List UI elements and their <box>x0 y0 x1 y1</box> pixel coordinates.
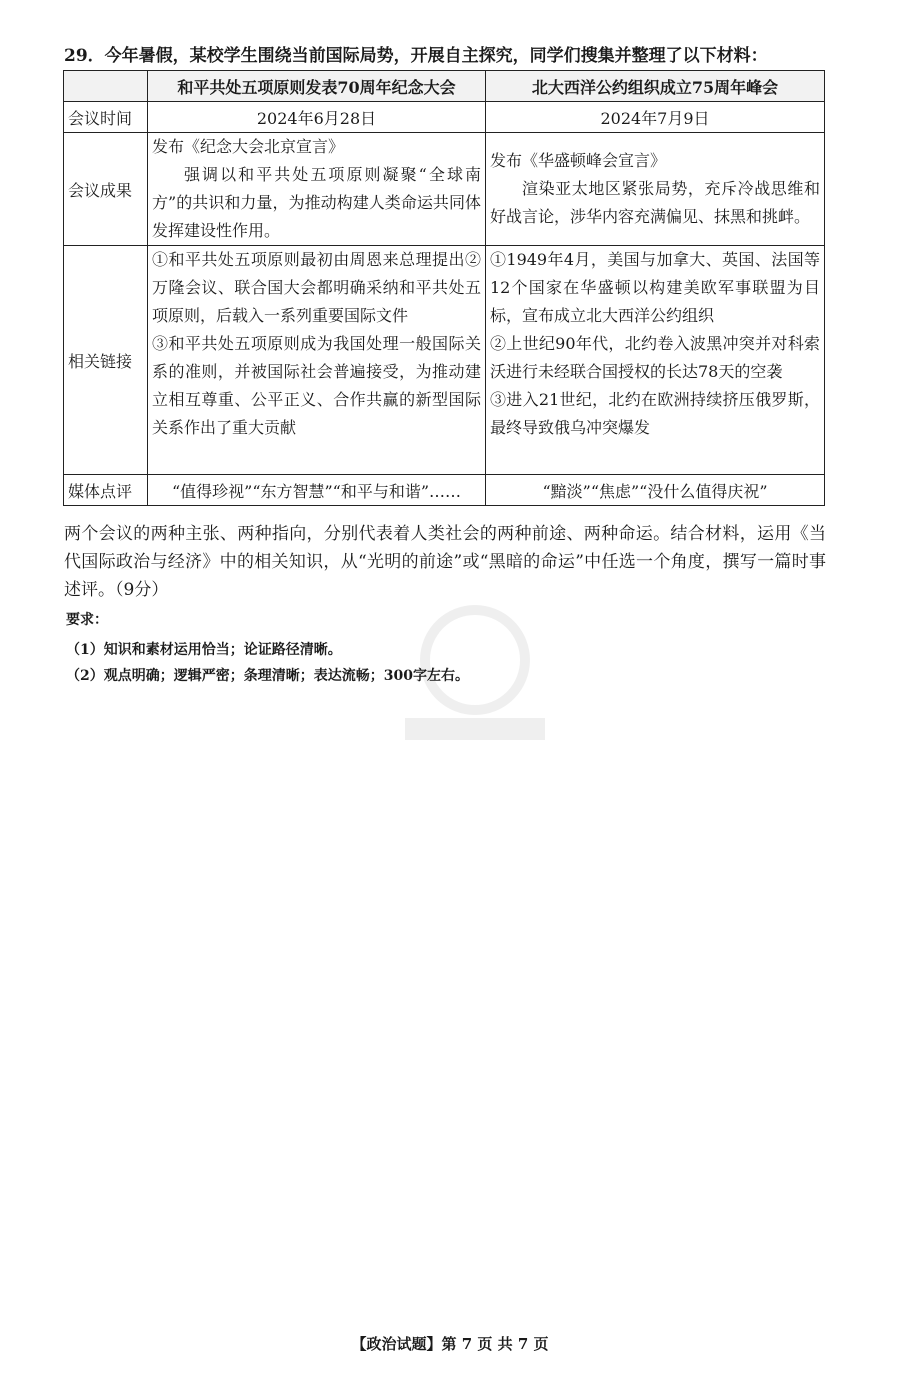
requirement-item: （2）观点明确；逻辑严密；条理清晰；表达流畅；300字左右。 <box>66 668 469 684</box>
requirement-item: （1）知识和素材运用恰当；论证路径清晰。 <box>66 642 342 658</box>
links-right-item: ①1949年4月，美国与加拿大、英国、法国等12个国家在华盛顿以构建美欧军事联盟为目标，宣布成立北大西洋公约组织 <box>490 250 820 325</box>
question-prompt: 两个会议的两种主张、两种指向，分别代表着人类社会的两种前途、两种命运。结合材料，运用《当代国际政治与经济》中的相关知识，从“光明的前途”或“黑暗的命运”中任选一个角度，撰写一篇时事述评。（9分） <box>64 524 826 600</box>
row-label-result: 会议成果 <box>64 133 148 246</box>
row-label-links: 相关链接 <box>64 246 148 475</box>
table-row-media <box>64 475 825 506</box>
table-header-row <box>64 71 825 102</box>
time-right: 2024年7月9日 <box>486 102 825 133</box>
table-row-links <box>64 246 825 475</box>
table-row-time <box>64 102 825 133</box>
header-nato-summit: 北大西洋公约组织成立75周年峰会 <box>486 71 825 102</box>
material-table <box>63 70 825 506</box>
links-right-item: ③进入21世纪，北约在欧洲持续挤压俄罗斯，最终导致俄乌冲突爆发 <box>490 390 820 437</box>
media-left: “值得珍视”“东方智慧”“和平与和谐”…… <box>148 475 486 506</box>
row-label-media: 媒体点评 <box>64 475 148 506</box>
links-left-cell <box>148 246 486 475</box>
links-right-cell <box>486 246 825 475</box>
row-label-time: 会议时间 <box>64 102 148 133</box>
links-left-item: ③和平共处五项原则成为我国处理一般国际关系的准则，并被国际社会普遍接受，为推动建立相互尊重、公平正义、合作共赢的新型国际关系作出了重大贡献 <box>152 334 481 437</box>
result-right-cell <box>486 133 825 246</box>
watermark-logo-icon <box>395 600 555 750</box>
result-left-body: 强调以和平共处五项原则凝聚“全球南方”的共识和力量，为推动构建人类命运共同体发挥建设性作用。 <box>152 165 481 240</box>
header-five-principles: 和平共处五项原则发表70周年纪念大会 <box>148 71 486 102</box>
result-right-title: 发布《华盛顿峰会宣言》 <box>490 151 667 170</box>
table-row-result <box>64 133 825 246</box>
header-empty-cell <box>64 71 148 102</box>
media-right: “黯淡”“焦虑”“没什么值得庆祝” <box>486 475 825 506</box>
links-left-item: ①和平共处五项原则最初由周恩来总理提出②万隆会议、联合国大会都明确采纳和平共处五项原则，后载入一系列重要国际文件 <box>152 250 481 325</box>
time-left: 2024年6月28日 <box>148 102 486 133</box>
requirements-heading: 要求： <box>66 612 108 628</box>
result-left-cell <box>148 133 486 246</box>
page-footer: 【政治试题】第 7 页 共 7 页 <box>351 1335 549 1353</box>
result-right-body: 渲染亚太地区紧张局势，充斥冷战思维和好战言论，涉华内容充满偏见、抹黑和挑衅。 <box>490 179 820 226</box>
links-right-item: ②上世纪90年代，北约卷入波黑冲突并对科索沃进行未经联合国授权的长达78天的空袭 <box>490 334 820 381</box>
question-title: 29．今年暑假，某校学生围绕当前国际局势，开展自主探究，同学们搜集并整理了以下材料： <box>64 46 768 66</box>
result-left-title: 发布《纪念大会北京宣言》 <box>152 137 345 156</box>
